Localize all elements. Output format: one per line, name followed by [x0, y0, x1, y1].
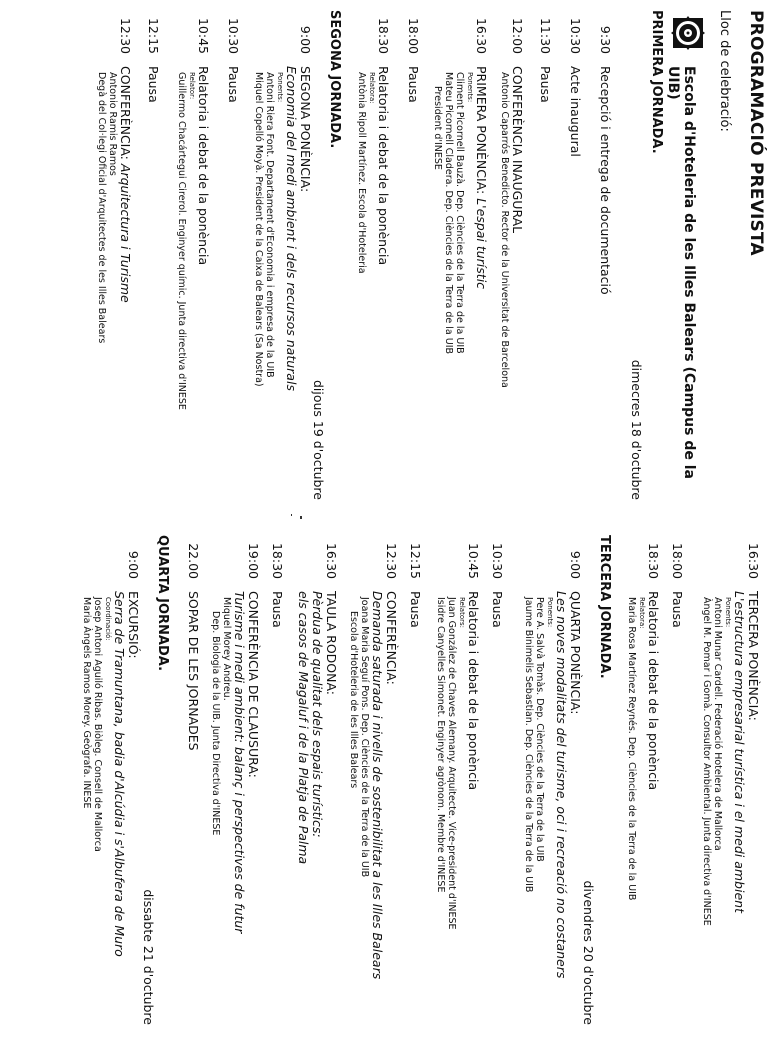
speaker: President d'INESE [432, 86, 443, 170]
venue-name: Escola d'Hoteleria de les Illes Balears (Campus de la UIB) [665, 66, 697, 479]
item-time: 12:15 [408, 542, 423, 579]
item-title: TERCERA PONÈNCIA: [746, 591, 761, 721]
item-time: 18:30 [646, 542, 661, 579]
speaker: Maria Rosa Martínez Reynés. Dep. Ciències de la Terra de la UIB [626, 597, 637, 901]
item-title: CONFERÈNCIA DE CLAUSURA: [246, 591, 261, 778]
speaker: Isidre Canyelles Simonet. Enginyer agrònom. Membre d'INESE [435, 597, 446, 893]
role-label: Ponents: [724, 597, 732, 628]
left-column [0, 10, 772, 510]
item-title: Recepció i entrega de documentació [598, 66, 613, 295]
item-title: QUARTA PONÈNCIA: [568, 591, 583, 715]
item-title: Pausa [408, 591, 423, 628]
speaker: Josep Antoni Aguiló Ribas. Biòleg. Consell de Mallorca [92, 597, 103, 852]
item-time: 10:30 [490, 542, 505, 579]
scan-speck [300, 516, 302, 519]
item-title: Relatoria i debat de la ponència [376, 66, 391, 266]
item-title: CONFERÈNCIA INAUGURAL [510, 66, 525, 234]
day1-heading: PRIMERA JORNADA. [649, 10, 664, 154]
item-subtitle: Pèrdua de qualitat dels espais turístics: [310, 591, 325, 838]
speaker: Àngel M. Pomar i Gomà. Consultor Ambiental. Junta directiva d'INESE [701, 597, 712, 926]
item-time: 22.00 [186, 543, 201, 579]
item-time: 19:00 [246, 542, 261, 579]
item-title: TAULA RODONA: [324, 591, 339, 696]
speaker: Escola d'Hoteleria de les Illes Balears [348, 611, 359, 789]
item-time: 11:30 [538, 17, 553, 54]
speaker: Antonio Caparrós Benedicto. Rector de la Universitat de Barcelona [499, 72, 510, 388]
page-title: PROGRAMACIÓ PREVISTA [746, 10, 766, 256]
speaker: Juan González de Chaves Alemany. Arquitecte. Vice-president d'INESE [446, 597, 457, 930]
item-time: 10:30 [568, 17, 583, 54]
speaker: Miquel Copelló Moyà. President de la Caixa de Balears (Sa Nostra) [253, 72, 264, 387]
item-time: 18:00 [406, 17, 421, 54]
item-title: EXCURSIÓ: [126, 591, 141, 659]
item-subtitle: Arquitectura i Turisme [118, 163, 133, 303]
day4-date: dissabte 21 d'octubre [141, 889, 156, 1025]
item-subtitle: L'espai turístic [474, 198, 489, 290]
item-title: Acte inaugural [568, 66, 583, 157]
item-time: 9:00 [126, 550, 141, 579]
item-time: 16:30 [746, 542, 761, 579]
role-label: Ponents: [276, 72, 284, 103]
item-title: Relatoria i debat de la ponència [196, 66, 211, 266]
item-subtitle: L'estructura empresarial turística i el medi ambient [732, 591, 747, 913]
speaker: Maria Àngels Ramos Morey. Geògrafa. INESE [81, 597, 92, 809]
item-time: 10:45 [466, 542, 481, 579]
speaker: Miquel Morey Andreu. [221, 597, 232, 701]
item-subtitle: Turisme i medi ambient: balanç i perspectives de futur [232, 591, 247, 934]
speaker: Jaume Binimelis Sebastian. Dep. Ciències de la Terra de la UIB [523, 597, 534, 893]
item-time: 9:00 [568, 550, 583, 579]
speaker: Antònia Ripoll Martínez. Escola d'Hoteleria [356, 72, 367, 274]
item-title: SOPAR DE LES JORNADES [186, 591, 201, 751]
item-time: 18:30 [376, 17, 391, 54]
item-subtitle: Les noves modalitats del turisme, oci i recreació no costaners [554, 591, 569, 979]
item-subtitle: Economia del medi ambient i dels recursos naturals [284, 66, 299, 391]
day4-heading: QUARTA JORNADA. [155, 535, 170, 672]
speaker: Antoni Riera Font. Departament d'Economia i empresa de la UIB [264, 72, 275, 378]
item-time: 9:30 [598, 25, 613, 54]
item-title: Pausa [670, 591, 685, 628]
speaker: Mateu Picornell Cladera. Dep. Ciències de la Terra de la UIB [443, 72, 454, 355]
item-title: SEGONA PONÈNCIA: [298, 66, 313, 193]
item-time: 12:30 [118, 17, 133, 54]
day1-date: dimecres 18 d'octubre [629, 359, 644, 500]
item-time: 12:15 [146, 17, 161, 54]
item-time: 10:45 [196, 17, 211, 54]
speaker: Dep. Biologia de la UIB. Junta Directiva d'INESE [210, 611, 221, 836]
item-time: 9:00 [298, 25, 313, 54]
speaker: Pere A. Salvà Tomàs. Dep. Ciències de la Terra de la UIB [534, 597, 545, 862]
item-time: 10:30 [226, 17, 241, 54]
speaker: Antoni Munar Cardell. Federació Hotelera de Mallorca [712, 597, 723, 851]
item-title: Pausa [538, 66, 553, 103]
role-label: Relatora: [638, 597, 646, 629]
role-label: Relatora: [368, 72, 376, 104]
school-logo-icon [671, 16, 705, 50]
item-title: PRIMERA PONÈNCIA: [474, 66, 489, 199]
role-label: Ponents: [546, 597, 554, 628]
item-title: Relatoria i debat de la ponència [466, 591, 481, 791]
scan-speck [291, 514, 292, 516]
item-title: Relatoria i debat de la ponència [646, 591, 661, 791]
item-time: 12:00 [510, 17, 525, 54]
speaker: Antonio Ramis Ramos [107, 72, 118, 176]
item-subtitle: els casos de Magaluf i de la Platja de Palma [296, 591, 311, 865]
speaker: Degà del Col·legi Oficial d'Arquitectes de les Illes Balears [96, 72, 107, 344]
day3-date: divendres 20 d'octubre [581, 880, 596, 1025]
item-title: CONFERÈNCIA: [384, 591, 399, 685]
item-time: 18:30 [270, 542, 285, 579]
item-title: Pausa [406, 66, 421, 103]
item-title: Pausa [490, 591, 505, 628]
item-time: 16:30 [474, 17, 489, 54]
item-time: 12:30 [384, 542, 399, 579]
item-subtitle: Demanda saturada i nivells de sostenibilitat a les Illes Balears [370, 591, 385, 980]
right-column [0, 535, 772, 1035]
item-title: Pausa [226, 66, 241, 103]
item-title: Pausa [146, 66, 161, 103]
role-label: Ponents: [466, 72, 474, 103]
day2-date: dijous 19 d'octubre [311, 379, 326, 500]
item-time: 18:00 [670, 542, 685, 579]
speaker: Climent Picornell Bauzà. Dep. Ciències de la Terra de la UIB [454, 72, 465, 354]
role-label: Relator: [188, 72, 196, 100]
role-label: Relators: [458, 597, 466, 629]
speaker: Joana Maria Seguí Pons. Dep. Ciències de la Terra de la UIB [359, 597, 370, 878]
venue-label: Lloc de celebració: [717, 10, 732, 132]
role-label: Coordinació: [104, 597, 112, 641]
speaker: Guillermo Chacártegui Cirerol. Enginyer químic. Junta directiva d'INESE [176, 72, 187, 410]
day2-heading: SEGONA JORNADA. [327, 10, 342, 149]
item-title: Pausa [270, 591, 285, 628]
day3-heading: TERCERA JORNADA. [597, 535, 612, 679]
item-title: CONFERÈNCIA: [118, 66, 133, 164]
item-time: 16:30 [324, 542, 339, 579]
item-subtitle: Serra de Tramuntana, badia d'Alcúdia i s'Albufera de Muro [112, 591, 127, 957]
